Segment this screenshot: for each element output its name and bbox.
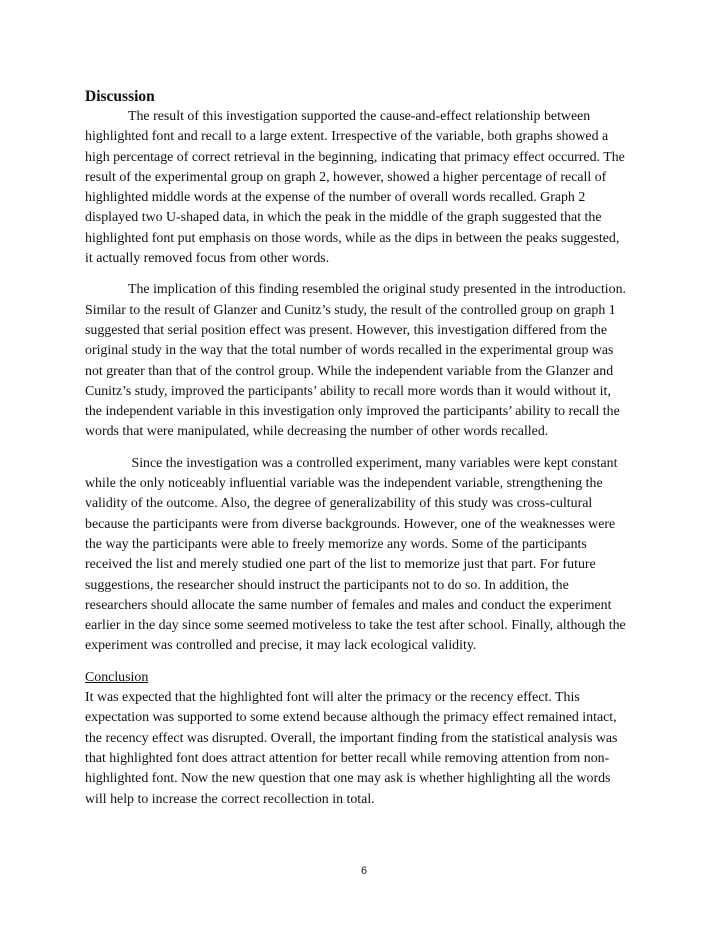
text-line: suggestions, the researcher should instruct the participants not to do so. In addition, the — [85, 577, 569, 593]
text-line: Since the investigation was a controlled experiment, many variables were kept constant — [128, 455, 618, 471]
text-line: that highlighted font does attract attention for better recall while removing attention from non- — [85, 750, 610, 766]
text-line: not greater than that of the control group. While the independent variable from the Glanzer and — [85, 363, 614, 379]
discussion-paragraph-3 — [85, 454, 645, 657]
text-line: highlighted font put emphasis on those words, while as the dips in between the peaks suggested, — [85, 230, 620, 246]
text-line: The result of this investigation supported the cause-and-effect relationship between — [128, 109, 591, 124]
text-line: result of the experimental group on graph 2, however, showed a higher percentage of recall of — [85, 169, 607, 185]
text-line: expectation was supported to some extend because although the primacy effect remained intact, — [85, 710, 617, 726]
text-line: the recency effect was disrupted. Overall, the important finding from the statistical analysis was — [85, 730, 618, 746]
text-line: because the participants were from diverse backgrounds. However, one of the weaknesses were — [85, 516, 616, 532]
text-line: validity of the outcome. Also, the degree of generalizability of this study was cross-cultural — [85, 496, 593, 512]
text-line: The implication of this finding resembled the original study presented in the introduction. — [128, 282, 627, 298]
text-line: Cunitz’s study, improved the participants’ ability to recall more words than it would without it, — [85, 383, 611, 399]
text-line: high percentage of correct retrieval in the beginning, indicating that primacy effect occurred. The — [85, 149, 625, 165]
text-line: the independent variable in this investigation only improved the participants’ ability to recall the — [85, 404, 620, 420]
page-number: 6 — [360, 865, 368, 877]
text-line: words that were manipulated, while decreasing the number of other words recalled. — [85, 424, 549, 440]
document-page — [85, 87, 645, 821]
text-line: highlighted middle words at the expense of the number of overall words recalled. Graph 2 — [85, 190, 586, 206]
text-line: Similar to the result of Glanzer and Cunitz’s study, the result of the controlled group on graph 1 — [85, 302, 616, 318]
text-line: original study in the way that the total number of words recalled in the experimental group was — [85, 343, 614, 359]
text-line: suggested that serial position effect was present. However, this investigation differed from the — [85, 322, 608, 338]
conclusion-paragraph — [85, 688, 645, 810]
text-line: researchers should allocate the same number of females and males and conduct the experiment — [85, 597, 612, 613]
text-line: experiment was controlled and precise, it may lack ecological validity. — [85, 638, 477, 654]
text-line: displayed two U-shaped data, in which the peak in the middle of the graph suggested that the — [85, 210, 602, 226]
text-line: highlighted font. Now the new question that one may ask is whether highlighting all the words — [85, 771, 611, 787]
text-line: the way the participants were able to freely memorize any words. Some of the participants — [85, 536, 587, 552]
text-line: it actually removed focus from other words. — [85, 251, 330, 267]
text-line: earlier in the day since some seemed motiveless to take the test after school. Finally, although the — [85, 618, 626, 634]
text-line: It was expected that the highlighted font will alter the primacy or the recency effect. This — [85, 690, 580, 706]
text-line: highlighted font and recall to a large extent. Irrespective of the variable, both graphs showed a — [85, 129, 609, 145]
discussion-paragraph-2 — [85, 280, 645, 442]
discussion-heading: Discussion — [85, 88, 155, 105]
text-line: received the list and merely studied one part of the list to memorize just that part. For future — [85, 557, 596, 573]
text-line: will help to increase the correct recollection in total. — [85, 791, 375, 807]
conclusion-heading: Conclusion — [85, 669, 149, 685]
discussion-paragraph-1 — [85, 107, 645, 269]
text-line: while the only noticeably influential variable was the independent variable, strengthening the — [85, 476, 603, 492]
